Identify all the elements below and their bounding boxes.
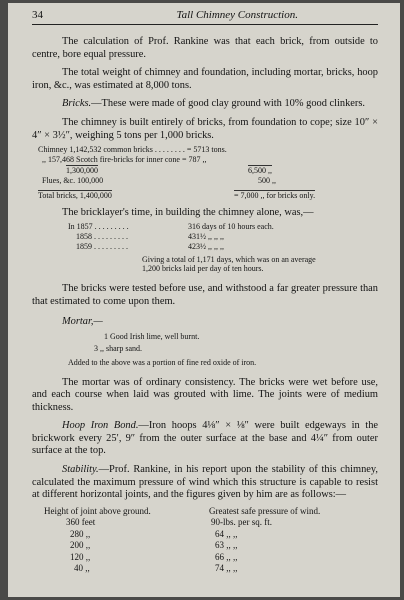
wind-row-height: 200 ,,	[70, 540, 91, 551]
wind-row-pressure: 64 ,, ,,	[215, 528, 238, 539]
wind-row-height: 280 ,,	[70, 528, 91, 539]
flues-count: Flues, &c. 100,000	[42, 176, 104, 186]
wind-pressure-table	[44, 506, 320, 575]
brick-count-table	[38, 145, 315, 201]
wind-row-pressure: 74 ,, ,,	[215, 563, 238, 574]
paragraph-chimney-size: The chimney is built entirely of bricks, from foundation to cope; size 10″ × 4″ × 3½″, weighing 5 tons per 1,000 bricks.	[32, 116, 378, 141]
wind-row-pressure: 63 ,, ,,	[215, 540, 238, 551]
total-tons: = 7,000 ,, for bricks only.	[234, 191, 316, 201]
days-1858: 431½ ,, ,, ,,	[188, 231, 224, 241]
bricks-heading: Bricks.	[62, 98, 92, 110]
running-title: Tall Chimney Construction.	[176, 9, 298, 21]
bricks-text: —These were made of good clay ground with 10% good clinkers.	[91, 98, 365, 110]
wind-pressure-unit: 90-lbs. per sq. ft.	[211, 517, 272, 528]
paragraph-testing: The bricks were tested before use, and withstood a far greater pressure than that estimated to come upon them.	[32, 282, 378, 307]
header-rule	[32, 24, 378, 25]
days-1857: 316 days of 10 hours each.	[188, 221, 274, 231]
brick-subtotal-tons: 6,500 ,,	[248, 166, 272, 176]
year-1858: 1858 . . . . . . . . .	[76, 231, 128, 241]
book-page	[8, 3, 400, 597]
brick-row-common: Chimney 1,142,532 common bricks . . . . . . . . = 5713 tons.	[38, 145, 227, 155]
hoop-iron-text: —Iron hoops 4⅛″ × ⅛″ were built edgeways in the brickwork every 25′, 9″ from the outer surface at the base and 4¼″ from outer surface at the top.	[32, 420, 379, 457]
bricklayer-time-table	[68, 222, 274, 252]
flues-tons: 500 ,,	[258, 176, 276, 186]
wind-row-height: 40 ,,	[74, 563, 90, 574]
paragraph-hoop-iron	[32, 420, 378, 458]
wind-row-pressure: 66 ,, ,,	[215, 551, 238, 562]
year-1859: 1859 . . . . . . . . .	[76, 241, 128, 251]
stability-text: —Prof. Rankine, in his report upon the stability of this chimney, calculated the maximum pressure of wind which this structure is capable to resist at different horizontal joints, and the figures given by him are as follows:—	[32, 464, 378, 501]
paragraph-weight: The total weight of chimney and foundation, including mortar, bricks, hoop iron, &c., was estimated at 8,000 tons.	[32, 67, 378, 91]
wind-row-height: 120 ,,	[70, 551, 91, 562]
brick-subtotal-count: 1,300,000	[66, 166, 98, 176]
hoop-iron-heading: Hoop Iron Bond.	[62, 420, 139, 432]
year-1857: In 1857 . . . . . . . . .	[68, 221, 129, 231]
mortar-list	[94, 332, 378, 354]
wind-row-height: 360 feet	[66, 517, 96, 528]
paragraph-bricks	[32, 98, 378, 111]
bricklayer-note: Giving a total of 1,171 days, which was on an average 1,200 bricks laid per day of ten hours.	[142, 254, 316, 274]
page-number: 34	[32, 9, 43, 21]
mortar-note: Added to the above was a portion of fine red oxide of iron.	[68, 357, 257, 367]
mortar-item-sand: 3 ,, sharp sand.	[94, 344, 142, 354]
stability-heading: Stability.	[62, 464, 99, 476]
brick-row-fire: ,, 157,468 Scotch fire-bricks for inner cone = 787 ,,	[42, 155, 207, 165]
wind-col-pressure: Greatest safe pressure of wind.	[209, 505, 321, 516]
wind-col-height: Height of joint above ground.	[44, 505, 151, 516]
paragraph-mortar: The mortar was of ordinary consistency. The bricks were wet before use, and each course when laid was grouted with lime. The joints were of medium thickness.	[32, 376, 378, 413]
paragraph-stability	[32, 464, 378, 502]
page-header	[32, 9, 378, 21]
paragraph-bricklayer: The bricklayer's time, in building the chimney alone, was,—	[62, 207, 314, 219]
days-1859: 423½ ,, ,, ,,	[188, 241, 224, 251]
total-bricks: Total bricks, 1,400,000	[38, 191, 112, 201]
mortar-item-lime: 1 Good Irish lime, well burnt.	[104, 331, 200, 341]
mortar-heading: Mortar,—	[62, 316, 103, 328]
paragraph-rankine: The calculation of Prof. Rankine was that each brick, from outside to centre, bore equal pressure.	[32, 36, 378, 60]
